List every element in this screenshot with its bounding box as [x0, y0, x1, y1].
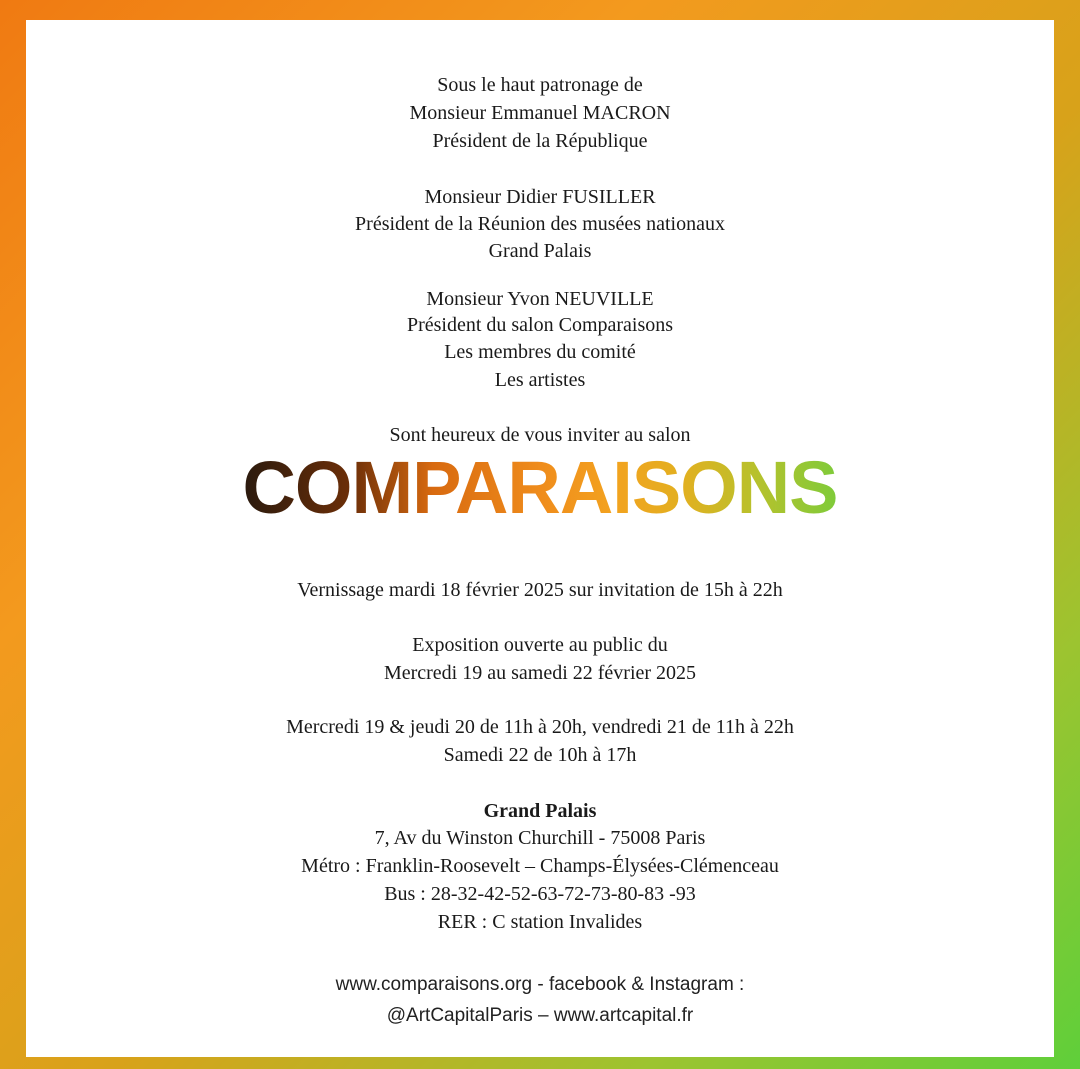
vernissage-info: Vernissage mardi 18 février 2025 sur invitation de 15h à 22h — [297, 579, 783, 601]
venue-rer: RER : C station Invalides — [437, 911, 643, 933]
salon-president-title: Président du salon Comparaisons — [406, 314, 674, 336]
venue-metro: Métro : Franklin-Roosevelt – Champs-Élysées-Clémenceau — [301, 855, 779, 877]
macron-title: Président de la République — [432, 130, 648, 152]
footer-social: @ArtCapitalParis – www.artcapital.fr — [386, 1005, 694, 1026]
footer-websites: www.comparaisons.org - facebook & Instagram : — [335, 974, 745, 995]
macron-name: Monsieur Emmanuel MACRON — [409, 102, 671, 124]
artists: Les artistes — [494, 369, 586, 391]
invite-text: Sont heureux de vous inviter au salon — [389, 424, 691, 446]
patronage-intro: Sous le haut patronage de — [437, 74, 643, 96]
venue-name: Grand Palais — [483, 800, 597, 822]
rmn-name: Monsieur Didier FUSILLER — [424, 186, 656, 208]
committee-members: Les membres du comité — [444, 341, 636, 363]
rmn-title: Président de la Réunion des musées nationaux — [355, 213, 725, 235]
rmn-org: Grand Palais — [488, 240, 592, 262]
venue-address: 7, Av du Winston Churchill - 75008 Paris — [374, 827, 706, 849]
opening-hours-weekdays: Mercredi 19 & jeudi 20 de 11h à 20h, vendredi 21 de 11h à 22h — [286, 716, 794, 738]
brand-wordmark: COMPARAISONS — [242, 446, 838, 529]
venue-bus: Bus : 28-32-42-52-63-72-73-80-83 -93 — [384, 883, 696, 905]
exposition-dates: Mercredi 19 au samedi 22 février 2025 — [383, 662, 697, 684]
salon-president-name: Monsieur Yvon NEUVILLE — [426, 288, 654, 310]
opening-hours-saturday: Samedi 22 de 10h à 17h — [443, 744, 637, 766]
invitation-card — [26, 20, 1054, 1057]
exposition-intro: Exposition ouverte au public du — [412, 634, 668, 656]
comparaisons-logo — [26, 448, 1054, 528]
